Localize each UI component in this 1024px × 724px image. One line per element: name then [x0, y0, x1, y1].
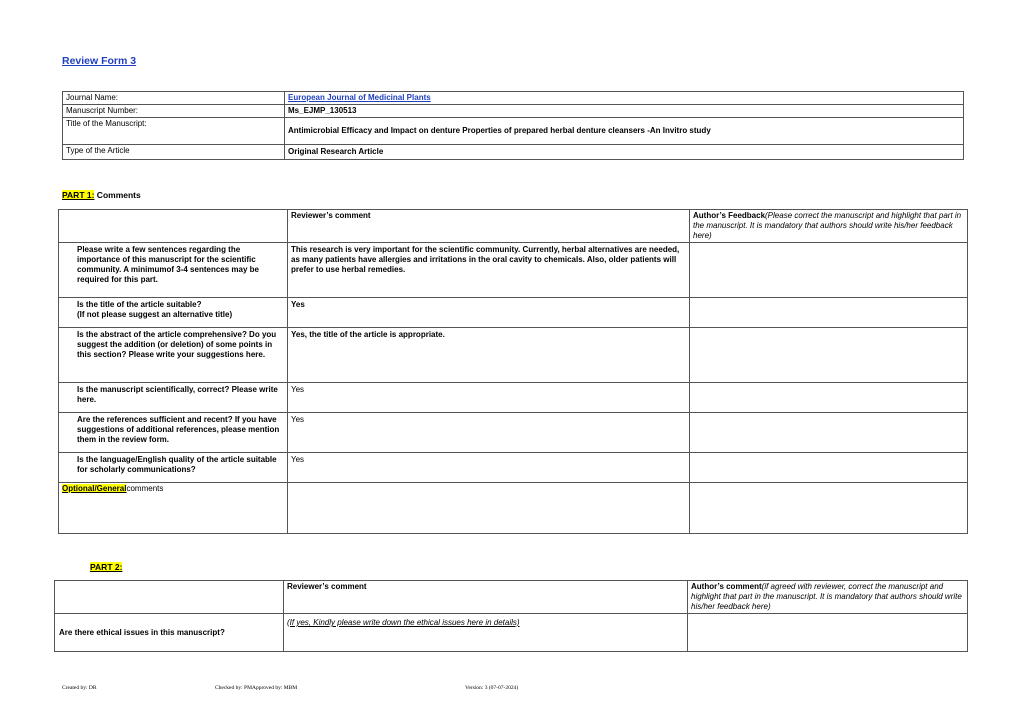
manuscript-number-value: Ms_EJMP_130513 — [285, 105, 964, 118]
article-type-value: Original Research Article — [285, 145, 964, 160]
author-feedback-title[interactable] — [690, 298, 968, 328]
question-importance: Please write a few sentences regarding the importance of this manuscript for the scientific community. A minimumof 3-4 sentences may be required for this part. — [59, 243, 288, 298]
part2-author-header: Author’s comment(if agreed with reviewer, correct the manuscript and highlight that part in the manuscript. It is mandatory that authors should write his/her feedback here) — [688, 581, 968, 614]
part2-label: PART 2: — [90, 562, 123, 572]
answer-importance: This research is very important for the scientific community. Currently, herbal alternatives are needed, as many patients have allergies and irritations in the oral cavity to chemicals. Also, older patients will prefer to use herbal remedies. — [288, 243, 690, 298]
answer-references: Yes — [288, 413, 690, 453]
part1-blank-header — [59, 210, 288, 243]
manuscript-info-table — [62, 91, 964, 160]
part1-label-highlight: PART 1: — [62, 190, 95, 200]
question-title-suitable: Is the title of the article suitable? (If not please suggest an alternative title) — [59, 298, 288, 328]
manuscript-title-value: Antimicrobial Efficacy and Impact on denture Properties of prepared herbal denture cleansers -An Invitro study — [285, 118, 964, 145]
answer-title-suitable: Yes — [288, 298, 690, 328]
part1-author-header: Author’s Feedback(Please correct the manuscript and highlight that part in the manuscript. It is mandatory that authors should write his/her feedback here) — [690, 210, 968, 243]
manuscript-title-label: Title of the Manuscript: — [63, 118, 285, 145]
journal-name-link[interactable]: European Journal of Medicinal Plants — [288, 93, 431, 102]
author-feedback-importance[interactable] — [690, 243, 968, 298]
author-feedback-abstract[interactable] — [690, 328, 968, 383]
optional-reviewer-comment[interactable] — [288, 483, 690, 534]
part2-blank-header — [55, 581, 284, 614]
footer-checked-approved: Checked by: PMApproved by: MBM — [215, 685, 298, 691]
author-feedback-language[interactable] — [690, 453, 968, 483]
part1-label-suffix: Comments — [94, 190, 141, 200]
question-abstract: Is the abstract of the article comprehensive? Do you suggest the addition (or deletion) of some points in this section? Please write your suggestions here. — [59, 328, 288, 383]
part1-reviewer-header: Reviewer’s comment — [288, 210, 690, 243]
part2-reviewer-header: Reviewer’s comment — [284, 581, 688, 614]
question-ethical-issues: Are there ethical issues in this manuscript? — [55, 614, 284, 652]
answer-scientific: Yes — [288, 383, 690, 413]
ethical-issues-hint[interactable]: (If yes, Kindly please write down the ethical issues here in details) — [287, 618, 520, 627]
footer-version: Version: 3 (07-07-2024) — [465, 685, 519, 691]
part1-comments-table — [58, 209, 968, 534]
optional-general-comments-label: Optional/Generalcomments — [59, 483, 288, 534]
question-scientific: Is the manuscript scientifically, correct? Please write here. — [59, 383, 288, 413]
footer-created-by: Created by: DR — [62, 685, 97, 691]
answer-language: Yes — [288, 453, 690, 483]
optional-author-feedback[interactable] — [690, 483, 968, 534]
answer-abstract: Yes, the title of the article is appropriate. — [288, 328, 690, 383]
part1-label — [62, 190, 141, 200]
question-references: Are the references sufficient and recent? If you have suggestions of additional references, please mention them in the review form. — [59, 413, 288, 453]
part2-ethics-table — [54, 580, 968, 652]
article-type-label: Type of the Article — [63, 145, 285, 160]
manuscript-number-label: Manuscript Number: — [63, 105, 285, 118]
author-feedback-references[interactable] — [690, 413, 968, 453]
question-language: Is the language/English quality of the article suitable for scholarly communications? — [59, 453, 288, 483]
form-title[interactable]: Review Form 3 — [62, 55, 137, 67]
author-comment-ethics[interactable] — [688, 614, 968, 652]
author-feedback-scientific[interactable] — [690, 383, 968, 413]
journal-name-label: Journal Name: — [63, 92, 285, 105]
